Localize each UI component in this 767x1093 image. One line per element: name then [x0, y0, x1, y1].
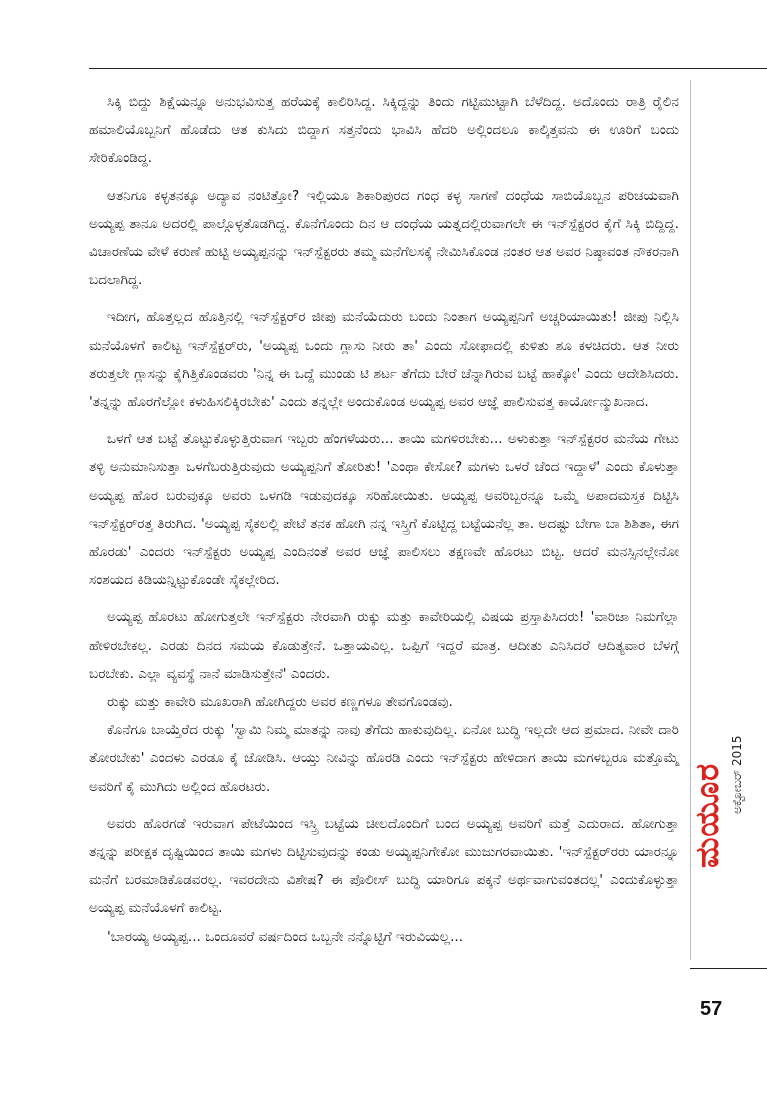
- paragraph: ಅಯ್ಯಪ್ಪ ಹೊರಟು ಹೋಗುತ್ತಲೇ ಇನ್‌ಸ್ಪೆಕ್ಟರು ನೇರವಾಗಿ ರುಕ್ಕು ಮತ್ತು ಕಾವೇರಿಯಲ್ಲಿ ವಿಷಯ ಪ್ರಸ್ತಾಪಿಸಿದರು! 'ವಾರಿಜಾ ನಿಮಗೆಲ್ಲಾ ಹೇಳಿರಬೇಕಲ್ಲ. ಎರಡು ದಿನದ ಸಮಯ ಕೊಡುತ್ತೇನೆ. ಒತ್ತಾಯವಿಲ್ಲ. ಒಪ್ಪಿಗೆ ಇದ್ದರೆ ಮಾತ್ರ. ಆದೀತು ಎನಿಸಿದರೆ ಆದಿತ್ಯವಾರ ಬೆಳಗ್ಗೆ ಬರಬೇಕು. ಎಲ್ಲಾ ವ್ಯವಸ್ಥೆ ನಾನೆ ಮಾಡಿಸುತ್ತೇನೆ' ಎಂದರು.: [89, 609, 679, 682]
- paragraph: ಅವರು ಹೊರಗಡೆ ಇರುವಾಗ ಪೇಟೆಯಿಂದ ಇಸ್ತ್ರಿ ಬಟ್ಟೆಯ ಚೀಲದೊಂದಿಗೆ ಬಂದ ಅಯ್ಯಪ್ಪ ಅವರಿಗೆ ಮತ್ತೆ ಎದುರಾದ. ಹೋಗುತ್ತಾ ತನ್ನನ್ನು ಪರೀಕ್ಷಕ ದೃಷ್ಟಿಯಿಂದ ತಾಯಿ ಮಗಳು ದಿಟ್ಟಿಸುವುದನ್ನು ಕಂಡು ಅಯ್ಯಪ್ಪನಿಗೇಕೋ ಮುಜುಗರವಾಯಿತು. 'ಇನ್‌ಸ್ಪೆಕ್ಟರ್‌ರರು ಯಾರನ್ನೂ ಮನೆಗೆ ಬರಮಾಡಿಕೊಡವರಲ್ಲ. ಇವರದೇನು ವಿಶೇಷ? ಈ ಪೊಲೀಸ್ ಬುದ್ಧಿ ಯಾರಿಗೂ ಪಕ್ಕನೆ ಅರ್ಥವಾಗುವಂತದಲ್ಲ' ಎಂದುಕೊಳ್ಳುತ್ತಾ ಅಯ್ಯಪ್ಪ ಮನೆಯೊಳಗೆ ಕಾಲಿಟ್ಟ.: [89, 815, 679, 917]
- article-body: [89, 88, 679, 951]
- paragraph: ಒಳಗೆ ಆತ ಬಟ್ಟೆ ತೊಟ್ಟುಕೊಳ್ಳುತ್ತಿರುವಾಗ ಇಬ್ಬರು ಹೆಂಗಳೆಯರು... ತಾಯಿ ಮಗಳಿರಬೇಕು... ಅಳುಕುತ್ತಾ ಇನ್‌ಸ್ಪೆಕ್ಟರರ ಮನೆಯ ಗೇಟು ತಳ್ಳಿ ಅನುಮಾನಿಸುತ್ತಾ ಒಳಗೆಬರುತ್ತಿರುವುದು ಅಯ್ಯಪ್ಪನಿಗೆ ತೋರಿತು! 'ಎಂಥಾ ಕೇಸೋ? ಮಗಳು ಒಳರೆ ಚೆಂದ ಇದ್ದಾಳೆ' ಎಂದು ಕೊಳುತ್ತಾ ಅಯ್ಯಪ್ಪ ಹೊರ ಬರುವುಕ್ಕೂ ಅವರು ಒಳಗಡಿ ಇಡುವುದಕ್ಕೂ ಸರಿಹೋಯಿತು. ಅಯ್ಯಪ್ಪ ಅವರಿಬ್ಬರನ್ನೂ ಒಮ್ಮೆ ಅಪಾದಮಸ್ತಕ ದಿಟ್ಟಿಸಿ ಇನ್‌ಸ್ಪೆಕ್ಟರ್‌ರತ್ತ ತಿರುಗಿದ. 'ಅಯ್ಯಪ್ಪ ಸೈಕಲಲ್ಲಿ ಪೇಟೆ ತನಕ ಹೋಗಿ ನನ್ನ ಇಸ್ತ್ರಿಗೆ ಕೊಟ್ಟಿದ್ದ ಬಟ್ಟೆಯನೆಲ್ಲ ತಾ. ಅದಷ್ಟು ಬೇಗಾ ಬಾ ಶಿಶಿತಾ, ಈಗ ಹೊರಡು' ಎಂದರು ಇನ್‌ಸ್ಪೆಕ್ಟರು ಅಯ್ಯಪ್ಪ ಎಂದಿನಂತೆ ಅವರ ಆಜ್ಞೆ ಪಾಲಿಸಲು ತಕ್ಷಣವೇ ಹೊರಟು ಬಿಟ್ಟ. ಆದರೆ ಮನಸ್ಸಿನಲ್ಲೇನೋ ಸಂಶಯದ ಕಿಡಿಯನ್ನಿಟ್ಟುಕೊಂಡೇ ಸೈಕಲ್ಲೇರಿದ.: [89, 431, 680, 589]
- page-number-rule: [690, 968, 767, 969]
- paragraph: 'ಬಾರಯ್ಯ ಅಯ್ಯಪ್ಪ... ಒಂದೂವರೆ ವರ್ಷದಿಂದ ಒಬ್ಬನೇ ನನ್ನೊಟ್ಟಿಗೆ ಇರುವಿಯಲ್ಲ...: [107, 928, 464, 945]
- paragraph: ಕೊನೆಗೂ ಬಾಯ್ತೆರೆದ ರುಕ್ಕು 'ಸ್ವಾಮಿ ನಿಮ್ಮ ಮಾತನ್ನು ನಾವು ತೆಗೆದು ಹಾಕುವುದಿಲ್ಲ. ಏನೋ ಬುದ್ಧಿ ಇಲ್ಲದೇ ಆದ ಪ್ರಮಾದ. ನೀವೇ ದಾರಿ ತೋರಬೇಕು' ಎಂದಳು ಎರಡೂ ಕೈ ಜೋಡಿಸಿ. ಆಯ್ತು ನೀವಿನ್ನು ಹೊರಡಿ ಎಂದು ಇನ್‌ಸ್ಪೆಕ್ಟರು ಹೇಳಿದಾಗ ತಾಯಿ ಮಗಳಬ್ಬರೂ ಮತ್ತೊಮ್ಮೆ ಅವರಿಗೆ ಕೈ ಮುಗಿದು ಅಲ್ಲಿಂದ ಹೊರಟರು.: [89, 722, 679, 795]
- top-rule: [89, 68, 767, 69]
- paragraph: ಸಿಕ್ಕಿ ಬಿದ್ದು ಶಿಕ್ಷೆಯನ್ನೂ ಅನುಭವಿಸುತ್ತ ಹರೆಯಕ್ಕೆ ಕಾಲಿರಿಸಿದ್ದ. ಸಿಕ್ಕಿದ್ದನ್ನು ತಿಂದು ಗಟ್ಟಿಮುಟ್ಟಾಗಿ ಬೆಳೆದಿದ್ದ. ಅದೊಂದು ರಾತ್ರಿ ರೈಲಿನ ಹಮಾಲಿಯೊಬ್ಬನಿಗೆ ಹೊಡೆದು ಆತ ಕುಸಿದು ಬಿದ್ದಾಗ ಸತ್ತನೆಂದು ಭಾವಿಸಿ ಹೆದರಿ ಅಲ್ಲಿಂದಲೂ ಕಾಲ್ಕಿತ್ತವನು ಈ ಊರಿಗೆ ಬಂದು ಸೇರಿಕೊಂಡಿದ್ದ.: [89, 94, 679, 167]
- page-number: 57: [700, 998, 723, 1020]
- paragraph: ಇದೀಗ, ಹೊತ್ತಲ್ಲದ ಹೊತ್ತಿನಲ್ಲಿ ಇನ್‌ಸ್ಪೆಕ್ಟರ್‌ರ ಜೀಪು ಮನೆಯೆದುರು ಬಂದು ನಿಂತಾಗ ಅಯ್ಯಪ್ಪನಿಗೆ ಅಚ್ಚರಿಯಾಯಿತು! ಜೀಪು ನಿಲ್ಲಿಸಿ ಮನೆಯೊಳಗೆ ಕಾಲಿಟ್ಟ ಇನ್‌ಸ್ಪೆಕ್ಟರ್‌ರು, 'ಅಯ್ಯಪ್ಪ ಒಂದು ಗ್ಲಾಸು ನೀರು ತಾ' ಎಂದು ಸೋಫಾದಲ್ಲಿ ಕುಳಿತು ಶೂ ಕಳಚಿದರು. ಆತ ನೀರು ತರುತ್ತಲೇ ಗ್ಲಾಸನ್ನು ಕೈಗಿತ್ತಿಕೊಂಡವರು 'ನಿನ್ನ ಈ ಒದ್ದೆ ಮುಂಡು ಟಿ ಶರ್ಟ ತೆಗೆದು ಬೇರೆ ಚೆನ್ನಾಗಿರುವ ಬಟ್ಟೆ ಹಾಕ್ಕೋ' ಎಂದು ಆದೇಶಿಸಿದರು. 'ತನ್ನನ್ನು ಹೊರಗೆಲ್ಲೋ ಕಳುಹಿಸಲಿಕ್ಕಿರಬೇಕು' ಎಂದು ತನ್ನಲ್ಲೇ ಅಂದುಕೊಂಡ ಅಯ್ಯಪ್ಪ ಅವರ ಆಜ್ಞೆ ಪಾಲಿಸುವತ್ತ ಕಾರ್ಯೋನ್ಮುಖನಾದ.: [89, 309, 679, 411]
- magazine-logo: ಮಯೂರ: [688, 762, 726, 868]
- paragraph: ರುಕ್ಕು ಮತ್ತು ಕಾವೇರಿ ಮೂಖರಾಗಿ ಹೋಗಿದ್ದರು ಅವರ ಕಣ್ಣಗಳೂ ತೇವಗೊಂಡವು.: [107, 694, 453, 711]
- paragraph: ಆತನಿಗೂ ಕಳ್ಳತನಕ್ಕೂ ಅದ್ಯಾವ ನಂಟಿತ್ತೋ? ಇಲ್ಲಿಯೂ ಶಿಕಾರಿಪುರದ ಗಂಧ ಕಳ್ಳ ಸಾಗಣೆ ದಂಧೆಯ ಸಾಬಿಯೊಬ್ಬನ ಪರಿಚಯವಾಗಿ ಅಯ್ಯಪ್ಪ ತಾನೂ ಅದರಲ್ಲಿ ಪಾಲ್ಗೊಳ್ಳತೊಡಗಿದ್ದ. ಕೊನೆಗೊಂದು ದಿನ ಆ ದಂಧೆಯ ಯತ್ನದಲ್ಲಿರುವಾಗಲೇ ಈ ಇನ್‌ಸ್ಪೆಕ್ಟರರ ಕೈಗೆ ಸಿಕ್ಕಿ ಬಿದ್ದಿದ್ದ. ವಿಚಾರಣೆಯ ವೇಳೆ ಕರುಣೆ ಹುಟ್ಟಿ ಅಯ್ಯಪ್ಪನನ್ನು ಇನ್‌ಸ್ಪೆಕ್ಟರರು ತಮ್ಮ ಮನೆಗೆಲಸಕ್ಕೆ ನೇಮಿಸಿಕೊಂಡ ನಂತರ ಆತ ಅವರ ನಿಷ್ಠಾವಂತ ನೌಕರನಾಗಿ ಬದಲಾಗಿದ್ದ.: [89, 187, 679, 289]
- issue-date: ಅಕ್ಟೋಬರ್ 2015: [730, 735, 744, 814]
